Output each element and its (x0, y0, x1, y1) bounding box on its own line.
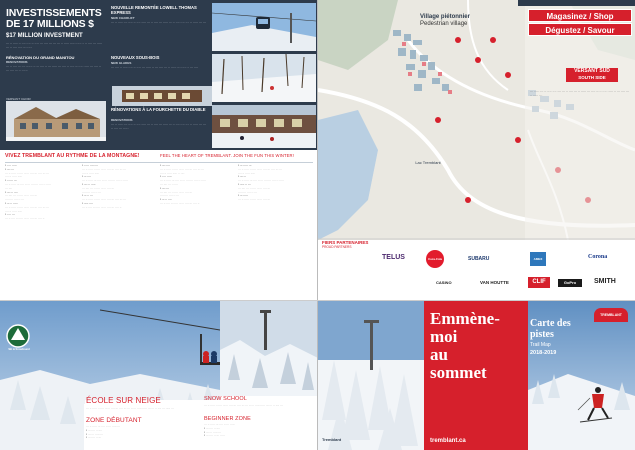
events-panel (0, 150, 318, 300)
partners-panel (318, 240, 635, 300)
gondola-title: NOUVELLE REMONTÉE LOWELL THOMAS EXPRESS (111, 5, 197, 15)
glades-subtitle: NEW GLADES (111, 61, 132, 65)
investments-title: INVESTISSEMENTS DE 17 MILLIONS $ (6, 7, 102, 30)
beginner-title-fr: ZONE DÉBUTANT (86, 417, 142, 424)
logo-subaru: SUBARU (468, 256, 490, 262)
school-panel-left (84, 396, 200, 450)
beginner-text-fr: ··· ·· ····· ··· ···· ·· ··· ····· ··· ▪ ··· ···· ·· ···· ▪ ···· ·· ····· ··· ▪ ··· ···· ·· ··· (86, 424, 121, 440)
cover-season: 2018-2019 (530, 350, 557, 356)
cover-title-line-1: Emmène- (430, 309, 500, 328)
taste-button[interactable]: Dégustez / Savour (528, 23, 632, 36)
south-side-badge (566, 68, 618, 82)
tremblant-logo[interactable] (594, 308, 628, 322)
glades-photo (212, 54, 316, 102)
building-drawing (6, 101, 106, 141)
cover-title (430, 310, 526, 382)
school-title-fr: ÉCOLE SUR NEIGE (86, 396, 161, 405)
logo-gopro (558, 279, 582, 287)
diable-text: ··· ·· ····· ··· ···· ·· ··· ····· ··· ·· ···· ··· ····· ··· ·· ···· ··· ··· ·· ····· ··· ··· ·· ···· ··· ····· (111, 123, 207, 132)
cover-url[interactable]: tremblant.ca (430, 438, 466, 444)
events-title-en: FEEL THE HEART OF TREMBLANT. JOIN THE FUN THIS WINTER! (160, 153, 294, 158)
school-title-en: SNOW SCHOOL (204, 396, 247, 402)
logo-clif (528, 277, 550, 288)
map-village-en: Pedestrian village (420, 21, 468, 27)
diable-photo (112, 86, 212, 106)
events-title: VIVEZ TREMBLANT AU RYTHME DE LA MONTAGNE! (5, 153, 140, 159)
gondola-photo (212, 3, 316, 51)
lake-label: Lac Tremblant (415, 160, 441, 165)
village-map[interactable] (318, 0, 635, 240)
beginner-title-en: BEGINNER ZONE (204, 416, 251, 422)
renovation-subtitle: RENOVATIONS (6, 60, 28, 64)
fold-line-vertical (317, 0, 318, 450)
cover-red-panel (424, 300, 528, 450)
map-village-label (420, 14, 470, 28)
events-divider (5, 162, 313, 163)
glades-text: ··· ···· ·· ····· ··· ·· ···· ··· ····· ·· ··· ···· ··· ·· ····· ··· ···· ·· ··· ···· (111, 66, 198, 70)
map-village-fr: Village piétonnier (420, 14, 470, 20)
diable-terrace-photo (212, 105, 316, 148)
shop-button[interactable]: Magasinez / Shop (528, 9, 632, 22)
events-col-3: ▪ ···· ···· ··· ·· ····· ·· ···· ··· ·· ···· ··· ···· ··· ··· ···· ·· ····· ····· ·· ···· ▪ ·· ·· ····· ··· ·· ····· ··· ···· ··· ·· ···· ··· ···· ·· ····· ··· ···· ··· ·· ···· ▪ ···· ··· ··· ···· ··· ·· ···· ··· ·· ···· ··· ····· ··· ···· ·· ··· ▪ ··· ·· ···· ··· ·· ···· ··· ···· ··· ·· ···· ··· ···· ·· (160, 163, 206, 205)
tremblant-logo-text: TREMBLANT (600, 313, 622, 317)
school-panel-right (202, 396, 318, 450)
school-badge (6, 348, 32, 351)
school-text-en: ··· ·· ····· ·· ···· ··· ·· ···· ··· ···· ··· ··· ··· ·· ····· ····· ···· ·· ·· ···· ··· (204, 403, 283, 407)
events-col-4: ▪ ··· ····· ··· ··· ·· ····· ·· ···· ··· ·· ···· ··· ···· ··· ··· ···· ·· ····· ····· ▪ ···· ·· ··· ·· ····· ··· ···· ··· ·· ···· ··· ···· ·· ····· ▪ ····· ·· ··· ··· ···· ··· ·· ···· ··· ·· ···· ··· ····· ··· ···· ·· ··· ▪ ··· ····· ··· ·· ····· ·· ···· ··· ·· ···· ··· (238, 163, 284, 202)
logo-cocacola (426, 250, 444, 268)
cover-title-line-2: moi (430, 327, 458, 346)
map-legend-text: ··· ····· ··· ·· ···· ··· ···· ··· ·· ···· ··· ·· ····· ··· ···· ··· ·· ··· ····· ·· ··· ···· ··· ·· ····· ··· (530, 90, 630, 99)
gondola-text: ··· ·· ····· ··· ···· ·· ··· ····· ··· ·· ···· ··· ····· ··· ·· ···· ··· ··· ·· ····· ··· ··· (111, 21, 207, 25)
cover-subtitle (530, 318, 580, 356)
school-badge-text: Ski & Snowboard (8, 348, 30, 351)
partners-title: FIERS PARTENAIRES (322, 240, 369, 245)
renovation-title: RÉNOVATION DU GRAND MANITOU (6, 55, 75, 60)
beginner-text-en: ··· ·· ····· ··· ···· ·· ··· ····· ▪ ··· ···· ·· ···· ▪ ···· ·· ····· ··· ▪ ··· ···· ·· ··· ····· (204, 422, 235, 438)
logo-telus: TELUS (382, 254, 405, 261)
snow-trees-photo (318, 300, 424, 450)
school-text-fr: ··· ·· ····· ·· ···· ··· ·· ···· ··· ···· ··· ··· ··· ·· ····· ····· ···· ·· ·· ···· ··· ····· ··· (86, 406, 174, 410)
south-side-fr: VERSANT SUD (574, 68, 610, 74)
cover-subtitle-fr: Carte des pistes (530, 318, 571, 340)
diable-subtitle: RENOVATIONS (111, 118, 133, 122)
events-col-1: ▪ ·· ·· ····· ▪ ···· ··· ··· ·· ····· ·· ···· ··· ·· ···· ··· ···· ··· ··· ···· ·· ····· ····· ▪ ·· ···· ··· ··· ·· ····· ··· ···· ··· ·· ···· ··· ···· ·· ····· ··· ···· ▪ ···· ·· ···· ··· ···· ··· ·· ···· ··· ·· ···· ··· ····· ··· ···· ·· ··· ▪ ··· ·· ····· ··· ·· ····· ·· ···· ··· ·· ···· ··· ···· ··· ··· ···· ·· ····· ····· ▪ ·· ·· ··· ··· ·· ···· ··· ···· ··· ·· ···· ··· ···· ·· (5, 163, 51, 221)
investments-subtitle: $17 MILLION INVESTMENT (6, 33, 83, 39)
south-side-en: SOUTH SIDE (578, 75, 606, 80)
cover-title-line-4: sommet (430, 363, 487, 382)
diable-title: RÉNOVATIONS À LA FOURCHETTE DU DIABLE (111, 107, 206, 112)
logo-amex (530, 252, 546, 266)
fold-line-horizontal (0, 300, 635, 301)
logo-clif-text: CLIF (532, 279, 546, 285)
snow-school-photo (220, 300, 318, 396)
logo-casino: CASINO (436, 280, 452, 285)
footer-brand-left: Tremblant (322, 437, 342, 442)
glades-title: NOUVEAUX SOUS-BOIS (111, 55, 160, 60)
logo-amex-text: AMEX (533, 257, 543, 261)
logo-smith: SMITH (594, 278, 616, 285)
investments-text: ··· ·· ····· ·· ···· ··· ·· ···· ··· ···· ··· ··· ··· ·· ····· ····· ···· ·· ·· ···· ··· ····· ··· ·· ···· ···· ··· ···· (6, 42, 103, 51)
logo-corona: Corona (588, 254, 608, 260)
events-col-2: ▪ ·· ··· ····· ··· ··· ·· ····· ·· ···· ··· ·· ···· ··· ···· ··· ··· ···· ·· ····· ····· ▪ ··· ···· ··· ·· ····· ··· ···· ··· ·· ···· ··· ···· ·· ····· ▪ ···· ·· ····· ··· ···· ··· ·· ···· ··· ·· ···· ··· ····· ··· ···· ·· ··· ▪ ··· ·· ··· ··· ·· ····· ·· ···· ··· ·· ···· ··· ···· ··· ··· ▪ ····· ···· ··· ·· ···· ··· ···· ··· ·· ···· ··· ···· ·· (82, 163, 128, 209)
cover-subtitle-en: Trail Map (530, 342, 551, 348)
cover-title-line-3: au (430, 345, 448, 364)
investments-panel (0, 0, 318, 150)
gondola-subtitle: NEW CHAIRLIFT (111, 16, 135, 20)
logo-cocacola-text: Coca-Cola (428, 257, 442, 261)
logo-vanhoutte: VAN HOUTTE (480, 280, 509, 285)
logo-gopro-text: GoPro (563, 280, 577, 285)
renovation-text: ··· ·· ···· ··· ··· ····· ·· ··· ···· ·· ··· ····· ··· ···· ·· ···· ··· ··· ····· ··· ···· ·· ··· ···· ··· ·· ····· (6, 65, 102, 74)
drawing-caption: VERSANT CHOIR (6, 97, 31, 101)
partners-subtitle: PROUD PARTNERS (322, 245, 352, 249)
